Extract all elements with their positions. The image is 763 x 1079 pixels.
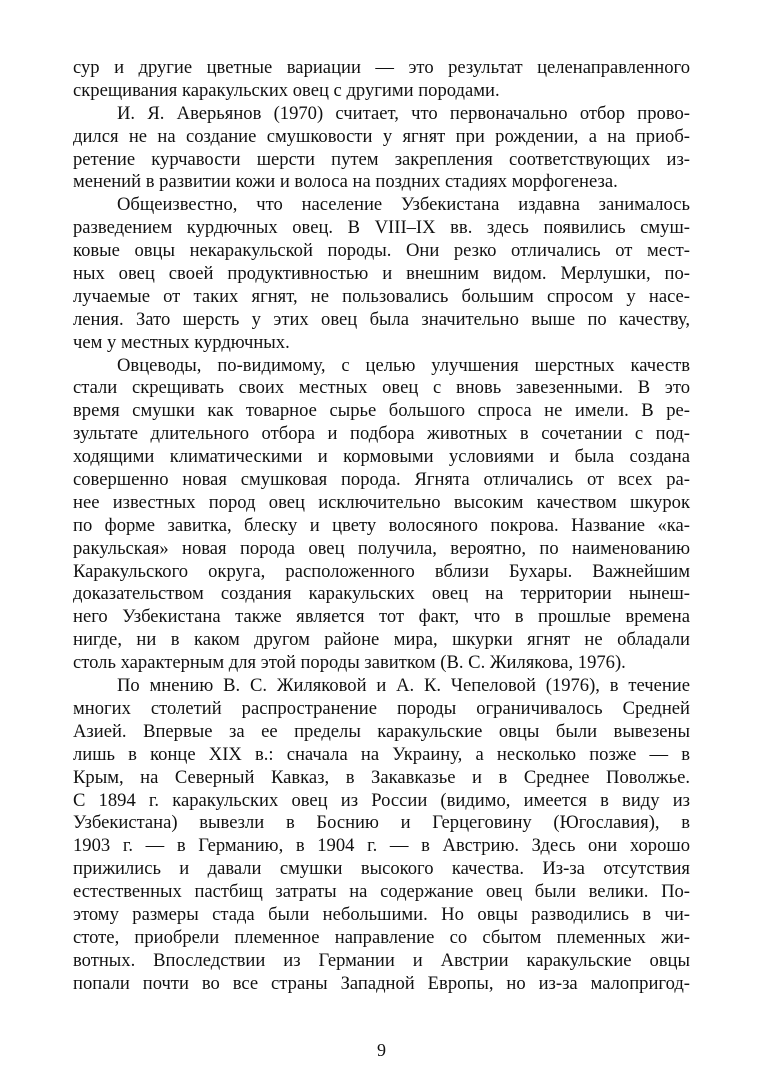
text-line: сур и другие цветные вариации — это результат целенаправленного — [73, 57, 690, 78]
text-line: Узбекистана) вывезли в Боснию и Герцеговину (Югославия), в — [73, 812, 690, 834]
text-line: дился не на создание смушковости у ягнят при рождении, а на приоб- — [73, 125, 690, 147]
text-line: него Узбекистана также является тот факт, что в прошлые времена — [73, 606, 690, 628]
text-line: По мнению В. С. Жиляковой и А. К. Чепеловой (1976), в течение — [117, 675, 690, 697]
text-line: доказательством создания каракульских овец на территории нынеш- — [73, 583, 690, 605]
text-line: прижились и давали смушки высокого качества. Из-за отсутствия — [73, 858, 690, 880]
text-line: ковые овцы некаракульской породы. Они резко отличались от мест- — [73, 240, 690, 262]
text-line: менений в развитии кожи и волоса на поздних стадиях морфогенеза. — [73, 171, 618, 193]
text-line: по форме завитка, блеску и цвету волосяного покрова. Название «ка- — [73, 514, 690, 536]
text-line: нее известных пород овец исключительно высоким качеством шкурок — [73, 491, 690, 513]
paragraph — [73, 103, 690, 195]
text-line: стали скрещивать своих местных овец с вновь завезенными. В это — [73, 377, 690, 399]
text-line: И. Я. Аверьянов (1970) считает, что первоначально отбор прово- — [117, 102, 690, 124]
text-line: попали почти во все страны Западной Европы, но из-за малопригод- — [73, 972, 690, 994]
text-line: естественных пастбищ затраты на содержание овец были велики. По- — [73, 881, 690, 903]
text-line: Каракульского округа, расположенного вблизи Бухары. Важнейшим — [73, 560, 690, 582]
text-line: С 1894 г. каракульских овец из России (видимо, имеется в виду из — [73, 789, 690, 811]
text-line: вотных. Впоследствии из Германии и Австрии каракульские овцы — [73, 949, 690, 971]
text-line: лучаемые от таких ягнят, не пользовались большим спросом у насе- — [73, 285, 690, 307]
text-line: чем у местных курдючных. — [73, 331, 290, 353]
paragraph — [73, 57, 690, 103]
text-line: Крым, на Северный Кавказ, в Закавказье и в Среднее Поволжье. — [73, 766, 690, 788]
paragraph — [73, 675, 690, 995]
text-line: многих столетий распространение породы ограничивалось Средней — [73, 697, 690, 719]
text-line: столь характерным для этой породы завитком (В. С. Жилякова, 1976). — [73, 652, 626, 674]
text-line: нигде, ни в каком другом районе мира, шкурки ягнят не обладали — [73, 629, 690, 651]
text-line: Общеизвестно, что население Узбекистана издавна занималось — [117, 194, 690, 216]
text-line: ракульская» новая порода овец получила, вероятно, по наименованию — [73, 537, 690, 559]
paragraph — [73, 355, 690, 675]
text-line: Овцеводы, по-видимому, с целью улучшения шерстных качеств — [117, 354, 690, 376]
page-number: 9 — [377, 1040, 386, 1060]
text-line: скрещивания каракульских овец с другими породами. — [73, 79, 500, 101]
text-line: ретение курчавости шерсти путем закрепления соответствующих из- — [73, 148, 690, 170]
paragraph — [73, 194, 690, 354]
text-line: разведением курдючных овец. В VIII–IX вв. здесь появились смуш- — [73, 217, 690, 239]
text-line: 1903 г. — в Германию, в 1904 г. — в Австрию. Здесь они хорошо — [73, 835, 690, 857]
page-body — [73, 57, 690, 996]
text-line: ления. Зато шерсть у этих овец была значительно выше по качеству, — [73, 308, 690, 330]
text-line: ходящими климатическими и кормовыми условиями и была создана — [73, 446, 690, 468]
text-line: ных овец своей продуктивностью и внешним видом. Мерлушки, по- — [73, 263, 690, 285]
text-line: зультате длительного отбора и подбора животных в сочетании с под- — [73, 423, 690, 445]
text-line: лишь в конце XIX в.: сначала на Украину, а несколько позже — в — [73, 743, 690, 765]
text-line: стоте, приобрели племенное направление со сбытом племенных жи- — [73, 926, 690, 948]
text-line: совершенно новая смушковая порода. Ягнята отличались от всех ра- — [73, 469, 690, 491]
text-line: Азией. Впервые за ее пределы каракульские овцы были вывезены — [73, 720, 690, 742]
text-line: этому размеры стада были небольшими. Но овцы разводились в чи- — [73, 903, 690, 925]
text-line: время смушки как товарное сырье большого спроса не имели. В ре- — [73, 400, 690, 422]
